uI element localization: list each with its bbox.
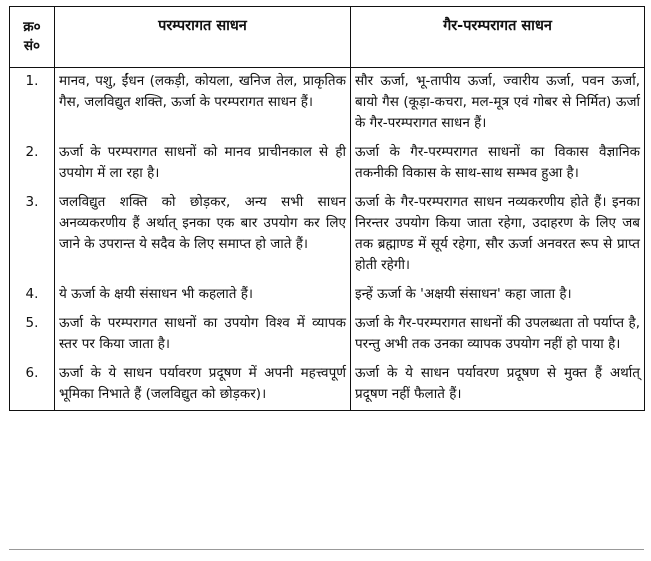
table-row [10,281,645,310]
traditional-cell: ऊर्जा के ये साधन पर्यावरण प्रदूषण में अपनी महत्त्वपूर्ण भूमिका निभाते हैं (जलविद्युत को छोड़कर)। [55,360,351,411]
non-traditional-cell: ऊर्जा के गैर-परम्परागत साधनों का विकास वैज्ञानिक तकनीकी विकास के साथ-साथ सम्भव हुआ है। [351,139,645,189]
table-body [10,68,645,411]
non-traditional-cell: इन्हें ऊर्जा के 'अक्षयी संसाधन' कहा जाता है। [351,281,645,310]
traditional-cell: ऊर्जा के परम्परागत साधनों को मानव प्राचीनकाल से ही उपयोग में ला रहा है। [55,139,351,189]
traditional-cell: ये ऊर्जा के क्षयी संसाधन भी कहलाते हैं। [55,281,351,310]
traditional-cell: जलविद्युत शक्ति को छोड़कर, अन्य सभी साधन अनव्यकरणीय हैं अर्थात् इनका एक बार उपयोग कर लिए जाने के उपरान्त ये सदैव के लिए समाप्त हो जाते हैं। [55,189,351,281]
table-row [10,310,645,360]
header-row [10,7,645,68]
table-row [10,68,645,140]
table-row [10,189,645,281]
non-traditional-sources-header: गैर-परम्परागत साधन [351,7,645,68]
non-traditional-cell: ऊर्जा के ये साधन पर्यावरण प्रदूषण से मुक्त हैं अर्थात् प्रदूषण नहीं फैलाते हैं। [351,360,645,411]
row-number: 4. [10,281,55,310]
row-number: 6. [10,360,55,411]
traditional-cell: ऊर्जा के परम्परागत साधनों का उपयोग विश्व में व्यापक स्तर पर किया जाता है। [55,310,351,360]
table-row [10,360,645,411]
serial-number-header: क्र० सं० [10,7,55,68]
traditional-sources-header: परम्परागत साधन [55,7,351,68]
non-traditional-cell: सौर ऊर्जा, भू-तापीय ऊर्जा, ज्वारीय ऊर्जा, पवन ऊर्जा, बायो गैस (कूड़ा-कचरा, मल-मूत्र एवं गोबर से निर्मित) ऊर्जा के गैर-परम्परागत साधन हैं। [351,68,645,140]
table-header [10,7,645,68]
bottom-divider [9,549,644,550]
row-number: 3. [10,189,55,281]
table-row [10,139,645,189]
comparison-table [9,6,645,411]
row-number: 5. [10,310,55,360]
row-number: 2. [10,139,55,189]
row-number: 1. [10,68,55,140]
non-traditional-cell: ऊर्जा के गैर-परम्परागत साधनों की उपलब्धता तो पर्याप्त है, परन्तु अभी तक उनका व्यापक उपयोग नहीं हो पाया है। [351,310,645,360]
non-traditional-cell: ऊर्जा के गैर-परम्परागत साधन नव्यकरणीय होते हैं। इनका निरन्तर उपयोग किया जाता रहेगा, उदाहरण के लिए जब तक ब्रह्माण्ड में सूर्य रहेगा, सौर ऊर्जा अनवरत रूप से प्राप्त होती रहेगी। [351,189,645,281]
traditional-cell: मानव, पशु, ईंधन (लकड़ी, कोयला, खनिज तेल, प्राकृतिक गैस, जलविद्युत शक्ति, ऊर्जा के परम्परागत साधन हैं। [55,68,351,140]
